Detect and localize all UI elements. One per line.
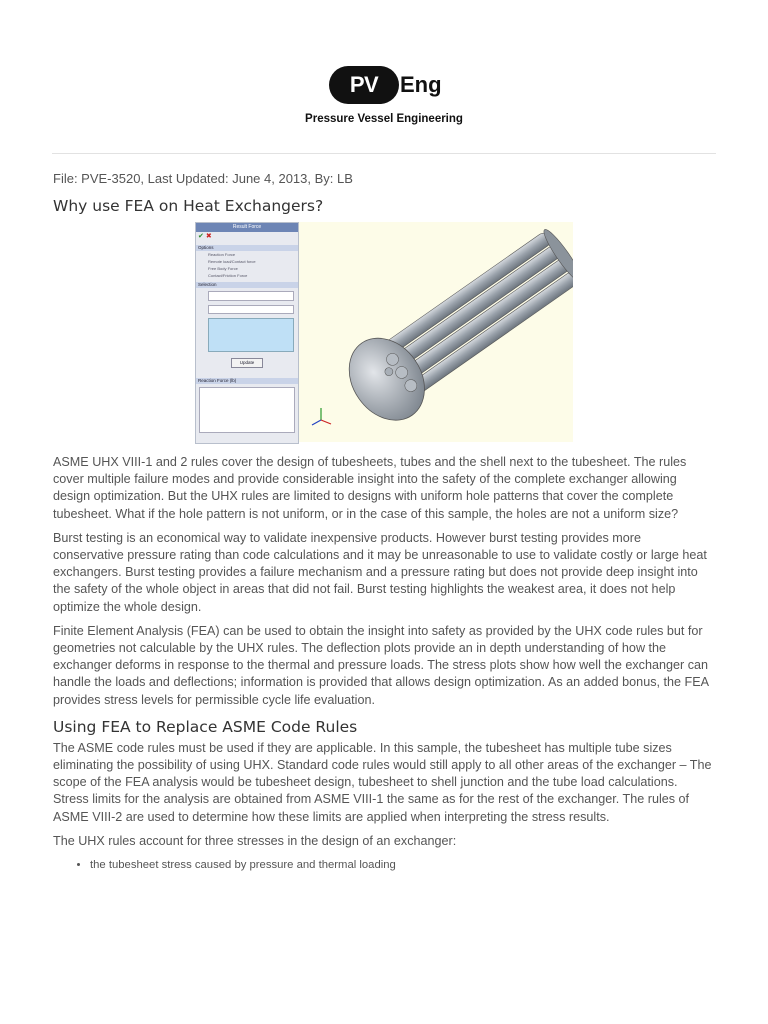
logo-mark: PV (329, 66, 399, 104)
option-row[interactable]: Reaction Force (208, 252, 236, 257)
section-heading-replace-asme: Using FEA to Replace ASME Code Rules (53, 717, 358, 736)
paragraph: The ASME code rules must be used if they are applicable. In this sample, the tubesheet has multiple tube sizes eliminating the possibility of using UHX. Standard code rules would still apply to all other areas of the exchanger – The scope of the FEA analysis would be tubesheet design, tubesheet to shell junction and the tube load calculations. Stress limits for the analysis are obtained from ASME VIII-1 the same as for the rest of the exchanger. The rules of ASME VIII-2 are used to determine how these limits are applied when interpreting the stress results. (53, 740, 712, 824)
heat-exchanger-render (299, 222, 573, 442)
selection-field[interactable] (208, 291, 294, 301)
ok-icon[interactable]: ✔ (198, 233, 204, 240)
page-header (0, 0, 768, 154)
reaction-table (199, 387, 295, 433)
selection-list[interactable] (208, 318, 294, 352)
stress-list (53, 857, 713, 873)
header-divider (52, 153, 716, 154)
paragraph: ASME UHX VIII-1 and 2 rules cover the design of tubesheets, tubes and the shell next to the tubesheet. The rules cover multiple failure modes and provide considerable insight into the safety of the complete exchanger allowing design optimization. But the UHX rules are limited to designs with uniform hole patterns that cover the complete tubesheet. What if the hole pattern is not uniform, or in the case of this sample, the holes are not a uniform size? (53, 455, 687, 521)
result-force-panel (195, 222, 299, 444)
heat-exchanger-model (299, 222, 573, 442)
file-info: File: PVE-3520, Last Updated: June 4, 2013, By: LB (53, 171, 353, 186)
units-select[interactable] (208, 305, 294, 314)
company-tagline: Pressure Vessel Engineering (305, 113, 463, 125)
option-row[interactable]: Free Body Force (208, 266, 238, 271)
paragraph: The UHX rules account for three stresses in the design of an exchanger: (53, 833, 457, 848)
panel-title: Result Force (196, 223, 298, 232)
list-item: • the tubesheet stress caused by pressure and thermal loading (90, 857, 713, 873)
logo-text: Eng (400, 72, 442, 97)
fea-figure (53, 222, 713, 442)
reaction-header: Reaction Force (lb) (196, 378, 298, 384)
option-row[interactable]: Remote load/Contact force (208, 259, 256, 264)
cancel-icon[interactable]: ✖ (205, 233, 212, 240)
panel-actions (196, 232, 298, 242)
paragraph: Burst testing is an economical way to validate inexpensive products. However burst testing provides more conservative pressure rating than code calculations and it may be unreasonable to use to validate costly or large heat exchangers. Burst testing provides a failure mechanism and a pressure rating but does not provide deep insight into the safety of the whole object in areas that did not fail. Burst testing highlights the weakest area, it does not help optimize the whole design. (53, 530, 707, 614)
options-header: Options (196, 245, 298, 251)
paragraph: Finite Element Analysis (FEA) can be used to obtain the insight into safety as provided by the UHX code rules but for geometries not calculable by the UHX rules. The deflection plots provide an in depth understanding of how the exchanger deforms in response to the thermal and pressure loads. The stress plots show how well the exchanger can handle the loads and deflections; information is provided that allows design optimization. As an added bonus, the FEA provides stress levels for permissible cycle life evaluation. (53, 623, 709, 707)
selection-header: Selection (196, 282, 298, 288)
article-body (53, 170, 713, 873)
pveng-logo[interactable] (329, 66, 442, 104)
update-button[interactable]: Update (231, 358, 263, 368)
section-heading-why-fea: Why use FEA on Heat Exchangers? (53, 197, 324, 215)
option-row[interactable]: Contact/Friction Force (208, 273, 248, 278)
axis-triad-icon (312, 408, 331, 425)
